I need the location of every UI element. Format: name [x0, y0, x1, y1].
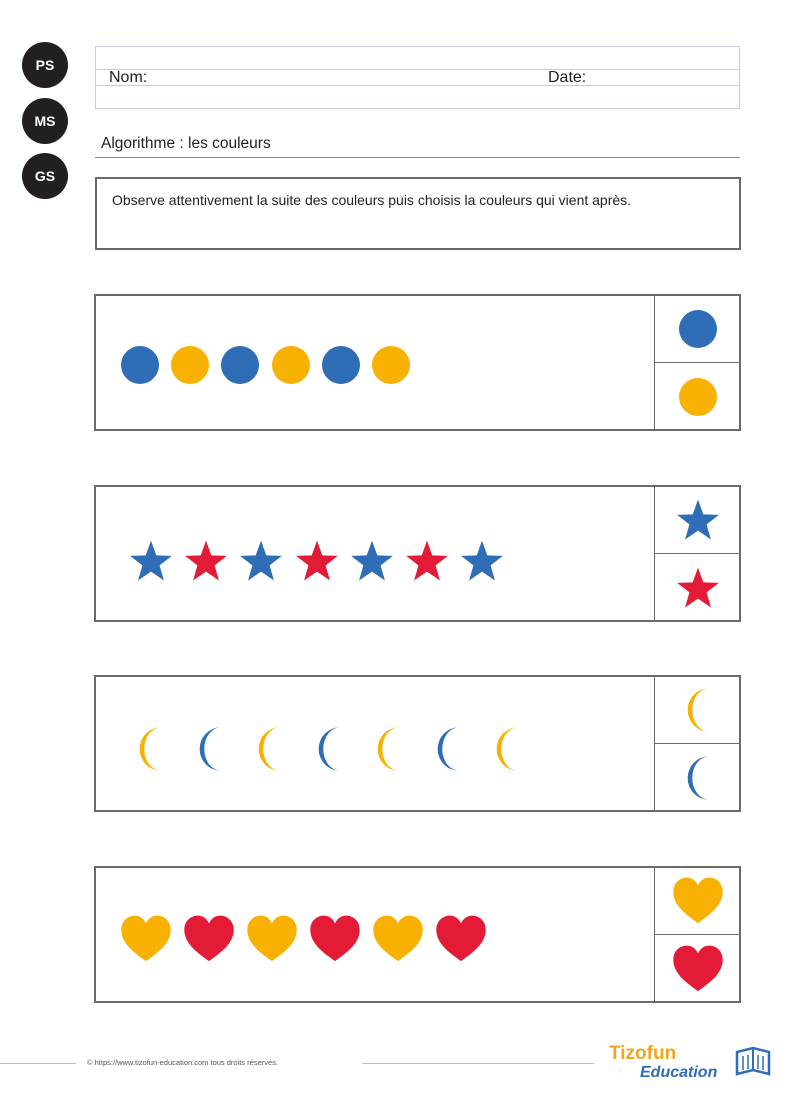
heart-icon [672, 875, 724, 927]
footer-rule [0, 1063, 76, 1064]
exercise-circles [94, 294, 741, 431]
star-icon [405, 539, 449, 583]
logo-text-tizofun: Tizofun [609, 1043, 677, 1064]
ruled-line [96, 85, 739, 86]
moon-icon [246, 726, 292, 772]
ruled-line [96, 69, 739, 70]
circle-icon [170, 345, 210, 385]
tizofun-logo [605, 1040, 775, 1085]
heart-icon [120, 913, 172, 965]
divider [95, 157, 740, 158]
instruction-text: Observe attentivement la suite des couleurs puis choisis la couleurs qui vient après. [112, 192, 632, 208]
name-label: Nom: [109, 69, 148, 86]
moon-icon [365, 726, 411, 772]
moon-icon [675, 687, 721, 733]
divider [654, 743, 739, 744]
star-icon [676, 498, 720, 542]
moon-icon [127, 726, 173, 772]
star-icon [295, 539, 339, 583]
book-icon [733, 1044, 773, 1080]
circle-icon [321, 345, 361, 385]
logo-text-education: Education [640, 1064, 718, 1081]
choice-option-2[interactable] [656, 364, 739, 430]
star-icon [676, 566, 720, 610]
heart-icon [183, 913, 235, 965]
moon-icon [675, 755, 721, 801]
divider [654, 934, 739, 935]
choice-option-1[interactable] [656, 868, 739, 934]
circle-icon [678, 309, 718, 349]
heart-icon [372, 913, 424, 965]
divider [654, 553, 739, 554]
heart-icon [435, 913, 487, 965]
moon-icon [425, 726, 471, 772]
choice-option-2[interactable] [656, 745, 739, 811]
heart-icon [672, 943, 724, 995]
circle-icon [678, 377, 718, 417]
exercise-moons [94, 675, 741, 812]
circle-icon [271, 345, 311, 385]
choice-option-1[interactable] [656, 487, 739, 553]
star-icon [460, 539, 504, 583]
moon-icon [187, 726, 233, 772]
circle-icon [120, 345, 160, 385]
choice-option-1[interactable] [656, 296, 739, 362]
exercise-hearts [94, 866, 741, 1003]
heart-icon [246, 913, 298, 965]
heart-icon [309, 913, 361, 965]
instruction-box [95, 177, 741, 250]
star-icon [184, 539, 228, 583]
divider [654, 362, 739, 363]
level-badge-ms: MS [22, 98, 68, 144]
moon-icon [306, 726, 352, 772]
exercise-stars [94, 485, 741, 622]
moon-icon [484, 726, 530, 772]
copyright-text: © https://www.tizofun-education.com tous droits réservés. [87, 1058, 279, 1067]
circle-icon [220, 345, 260, 385]
date-label: Date: [548, 69, 587, 86]
choice-option-2[interactable] [656, 555, 739, 621]
footer-rule [362, 1063, 594, 1064]
choice-option-1[interactable] [656, 677, 739, 743]
star-icon [129, 539, 173, 583]
star-icon [239, 539, 283, 583]
worksheet-subtitle: Algorithme : les couleurs [101, 135, 271, 152]
circle-icon [371, 345, 411, 385]
level-badge-ps: PS [22, 42, 68, 88]
name-date-box [95, 46, 740, 109]
star-icon [350, 539, 394, 583]
choice-option-2[interactable] [656, 936, 739, 1002]
level-badge-gs: GS [22, 153, 68, 199]
